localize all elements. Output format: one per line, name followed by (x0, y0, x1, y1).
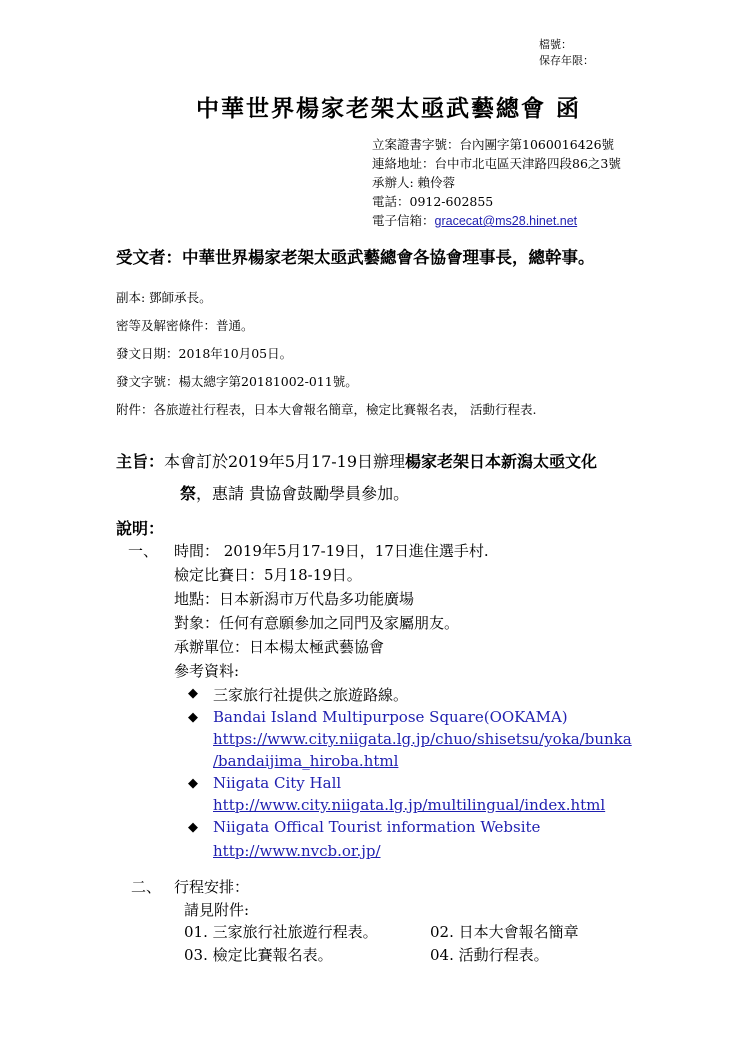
ref-4-title: Niigata Offical Tourist information Website (213, 818, 541, 836)
item1-time: 時間： 2019年5月17-19日，17日進住選手村. (174, 542, 489, 560)
attachment-4: 04. 活動行程表。 (430, 946, 549, 964)
bullet-diamond-icon: ◆ (188, 710, 198, 725)
ref-3-title: Niigata City Hall (213, 774, 342, 792)
date-line: 發文日期：2018年10月05日。 (116, 346, 293, 361)
email-link[interactable]: gracecat@ms28.hinet.net (434, 214, 578, 228)
ref-4-link[interactable]: http://www.nvcb.or.jp/ (213, 842, 381, 860)
subject-bold-2: 祭 (180, 484, 197, 503)
retention-label: 保存年限： (539, 54, 594, 67)
subject-bold-1: 楊家老架日本新潟太亟文化 (405, 452, 598, 471)
bullet-diamond-icon: ◆ (188, 686, 198, 701)
ref-2-link-line1[interactable]: https://www.city.niigata.lg.jp/chuo/shisetsu/yoka/bunka (213, 730, 632, 748)
ref-2-title: Bandai Island Multipurpose Square(OOKAMA) (213, 708, 568, 726)
cc-line: 副本: 鄧師承長。 (116, 290, 212, 305)
ref-2-link-line2[interactable]: /bandaijima_hiroba.html (213, 752, 399, 770)
bullet-diamond-icon: ◆ (188, 820, 198, 835)
item1-target: 對象：任何有意願參加之同門及家屬朋友。 (174, 614, 460, 632)
file-number-label: 檔號： (539, 38, 572, 51)
item2-number: 二、 (131, 878, 162, 896)
attachments-line: 附件：各旅遊社行程表，日本大會報名簡章，檢定比賽報名表， 活動行程表. (116, 402, 537, 417)
contact-phone: 電話：0912-602855 (372, 194, 494, 209)
recipient: 受文者：中華世界楊家老架太亟武藝總會各協會理事長，總幹事。 (116, 248, 595, 267)
explanation-label: 說明： (116, 519, 165, 538)
ref-1-title: 三家旅行社提供之旅遊路線。 (213, 686, 409, 704)
contact-block (372, 135, 621, 231)
subject-suffix: ，惠請 貴協會鼓勵學員參加。 (196, 484, 410, 503)
handler-name: 承辦人: 賴伶蓉 (372, 175, 456, 190)
item1-organizer: 承辦單位：日本楊太極武藝協會 (174, 638, 385, 656)
item1-number: 一、 (128, 542, 159, 560)
subject-prefix: 本會訂於2019年5月17-19日辦理 (164, 452, 406, 471)
registration-number: 立案證書字號：台內團字第1060016426號 (372, 137, 615, 152)
contact-email-row (372, 211, 621, 231)
item1-contest: 檢定比賽日：5月18-19日。 (174, 566, 362, 584)
subject-line-2 (180, 481, 409, 504)
page-title: 中華世界楊家老架太亟武藝總會 函 (196, 95, 582, 122)
attachment-2: 02. 日本大會報名簡章 (430, 923, 579, 941)
security-line: 密等及解密條件：普通。 (116, 318, 254, 333)
ref-3-link[interactable]: http://www.city.niigata.lg.jp/multilingual/index.html (213, 796, 606, 814)
item1-refs-label: 參考資料: (174, 662, 240, 680)
email-label: 電子信箱： (372, 213, 435, 228)
item2-heading: 行程安排： (174, 878, 250, 896)
item2-see-attachments: 請見附件: (184, 901, 250, 919)
attachment-1: 01. 三家旅行社旅遊行程表。 (184, 923, 378, 941)
item1-place: 地點：日本新潟市万代島多功能廣場 (174, 590, 415, 608)
subject-line-1 (116, 449, 597, 472)
bullet-diamond-icon: ◆ (188, 776, 198, 791)
attachment-3: 03. 檢定比賽報名表。 (184, 946, 333, 964)
contact-address: 連絡地址：台中市北屯區天津路四段86之3號 (372, 156, 621, 171)
doc-number-line: 發文字號：楊太總字第20181002-011號。 (116, 374, 358, 389)
subject-label: 主旨： (116, 452, 165, 471)
